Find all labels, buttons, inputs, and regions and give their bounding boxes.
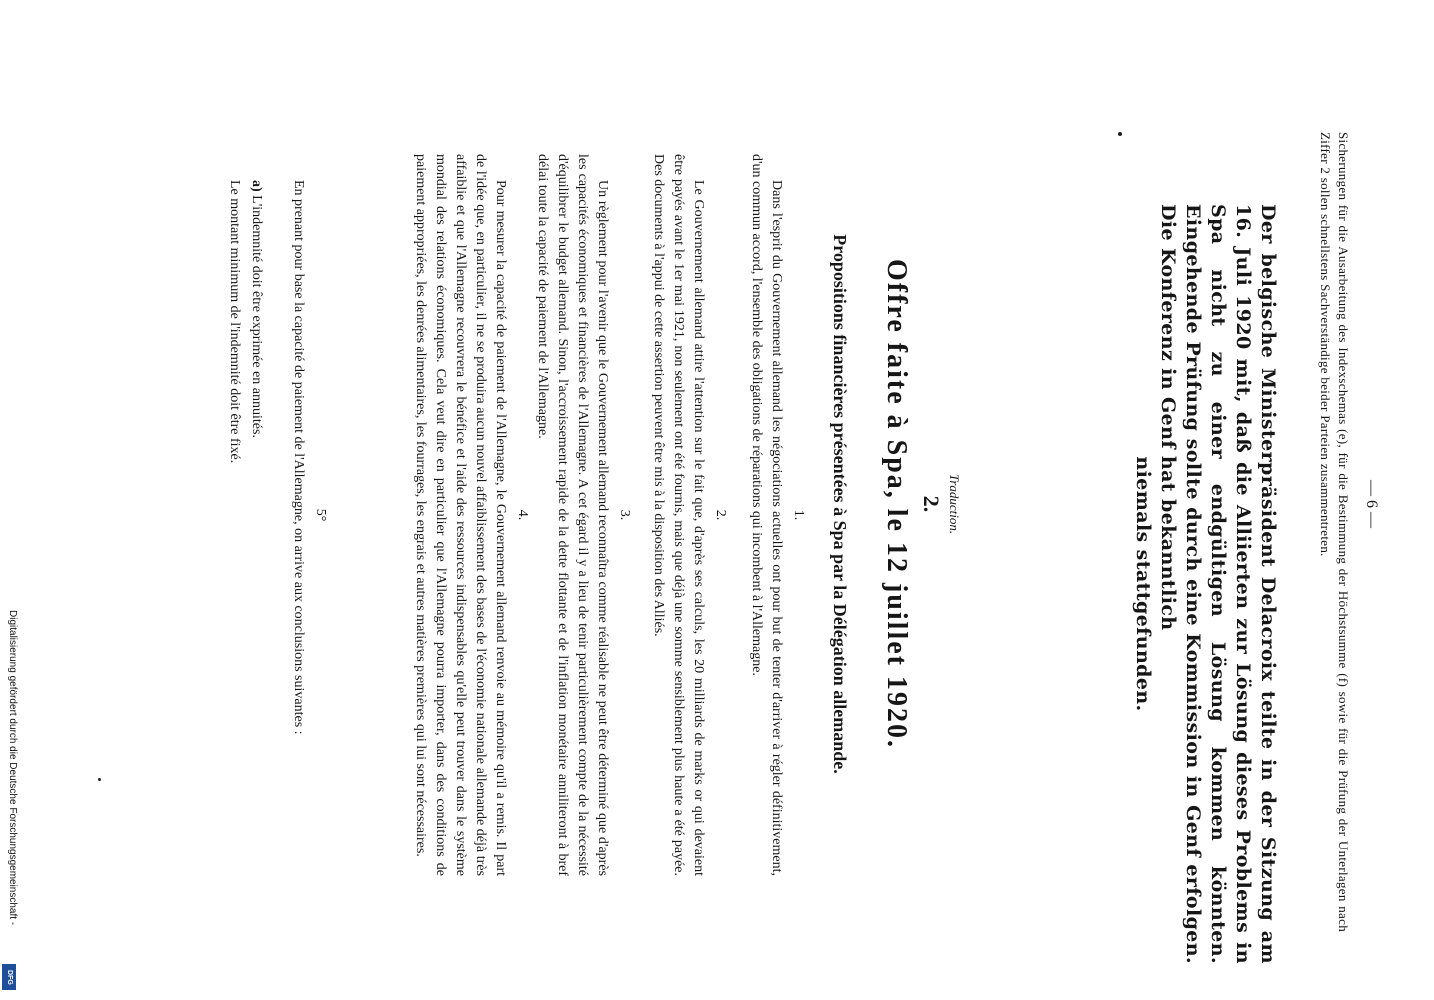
digitization-credit: Digitalisierung gefördert durch die Deutsche Forschungsgemeinschaft - bbox=[7, 610, 18, 926]
page-number: — 6 — bbox=[1363, 480, 1380, 528]
scan-speck bbox=[1118, 132, 1122, 136]
section-number-4: 4. bbox=[515, 509, 530, 521]
document-number: 2. bbox=[919, 495, 944, 513]
digitization-sidebar bbox=[4, 610, 20, 990]
section-text-2: Le Gouvernement allemand attire l'attention sur le fait que, d'après ses calculs, les 20 milliards de marks or qui devaient être payés avant le 1er mai 1921, non seulement ont été fournis, mais que déjà une somme sensiblement plus haute a été payée. Des documents à l'appui de cette assertion peuvent être mis à la disposition des Alliés. bbox=[651, 154, 706, 876]
gothic-notice-end: niemals stattgefunden. bbox=[1132, 456, 1154, 712]
list-item-a bbox=[246, 154, 266, 902]
list-item-a-text: L'indemnité doit être exprimée en annuités. bbox=[249, 195, 264, 438]
section-text-3: Un règlement pour l'avenir que le Gouvernement allemand reconnaîtra comme réalisable ne peut être déterminé que d'après les capacités économiques et financières de l'Allemagne. A cet égard il y a lieu de tenir particulièrement compte de la nécessité d'équilibrer le budget allemand. Sinon, l'accroissement rapide de la dette flottante et de l'inflation monétaire anniliteront à bref délai toute la capacité de paiement de l'Allemagne. bbox=[535, 154, 610, 876]
section-number-5: 5° bbox=[313, 508, 328, 522]
traduction-label: Traduction. bbox=[947, 473, 962, 535]
section-number-2: 2. bbox=[713, 509, 728, 521]
proposals-title: Propositions financières présentées à Spa par la Délégation allemande. bbox=[830, 234, 850, 774]
section-number-3: 3. bbox=[617, 509, 632, 521]
scan-speck bbox=[98, 778, 101, 781]
section-text-1: Dans l'esprit du Gouvernement allemand les négociations actuelles ont pour but de tenter d'arriver à régler définitivement, d'un commun accord, l'ensemble des obligations de réparations qui incombent à l'Allemagne. bbox=[749, 154, 784, 876]
offer-title: Offre faite à Spa, le 12 juillet 1920. bbox=[881, 259, 912, 749]
gothic-notice-text: Der belgische Ministerpräsident Delacroix teilte in der Sitzung am 16. Juli 1920 mit, daß die Alliierten zur Lösung dieses Problems in Spa nicht zu einer endgültigen Lösung kommen könnten. Eingehende Prüfung sollte durch eine Kommission in Genf erfolgen. Die Konferenz in Genf hat bekanntlich bbox=[1157, 204, 1279, 964]
list-item-a-label: a) bbox=[249, 180, 264, 192]
list-item-a-continuation: Le montant minimum de l'indemnité doit être fixé. bbox=[227, 180, 242, 464]
section-number-1: 1. bbox=[791, 509, 806, 521]
scanned-page bbox=[90, 24, 1380, 984]
gothic-intro-paragraph: Sicherungen für die Ausarbeitung des Indexschemas (e), für die Bestimmung der Höchstsumme (f) sowie für die Prüfung der Unterlagen nach Ziffer 2 sollen schnellstens Sachverständige beider Parteien zusammentreten. bbox=[1318, 132, 1351, 932]
gothic-notice-paragraph bbox=[1130, 204, 1280, 964]
section-text-5: En prenant pour base la capacité de paiement de l'Allemagne, on arrive aux conclusions suivantes : bbox=[291, 180, 306, 735]
section-text-4: Pour mesurer la capacité de paiement de l'Allemagne, le Gouvernement allemand renvoie au mémoire qu'il a remis. Il part de l'idée que, en particulier, il ne se produira aucun nouvel affaiblissement des bases de l'économie nationale allemande déjà très affaiblie et que l'Allemagne recouvrera le bénéfice et l'aide des ressources indispensables qu'elle peut trouver dans le système mondial des relations économiques. Cela veut dire en particulier que l'Allemagne pourra importer, dans des conditions de paiement appropriées, les denrées alimentaires, les fourrages, les engrais et autres matières premières qui lui sont nécessaires. bbox=[413, 154, 508, 876]
dfg-logo-icon[interactable]: DFG bbox=[2, 964, 16, 990]
